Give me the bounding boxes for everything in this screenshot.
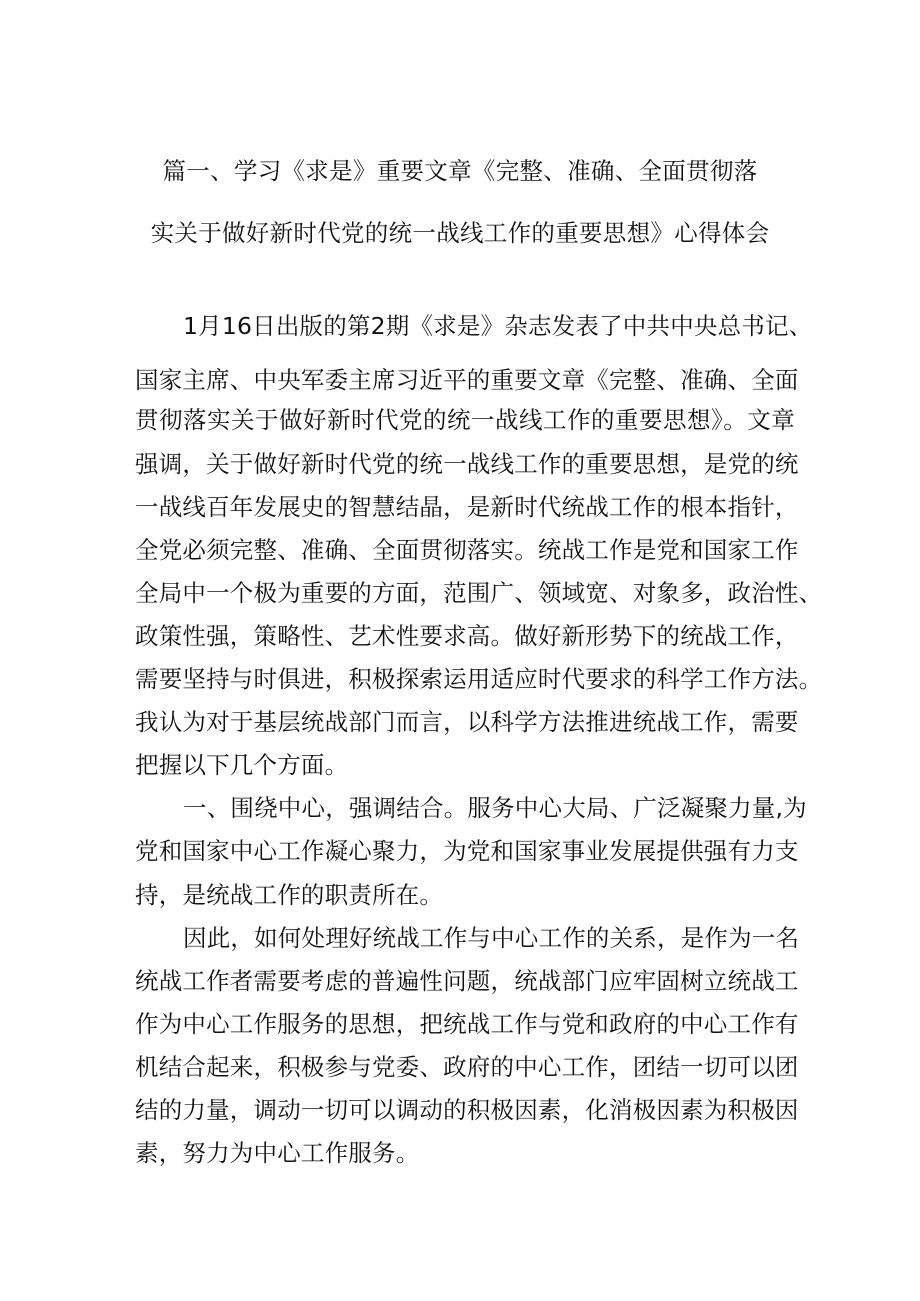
paragraph-2-line: 党和国家中心工作凝心聚力，为党和国家事业发展提供强有力支 (135, 837, 799, 865)
paragraph-3-line: 素，努力为中心工作服务。 (135, 1139, 420, 1167)
paragraph-1-line: 我认为对于基层统战部门而言，以科学方法推进统战工作，需要 (135, 708, 799, 736)
paragraph-1-line: 一战线百年发展史的智慧结晶，是新时代统战工作的根本指针， (135, 493, 799, 521)
paragraph-2-line: 一、围绕中心，强调结合。服务中心大局、广泛凝聚力量,为 (183, 794, 807, 822)
paragraph-3-line: 统战工作者需要考虑的普遍性问题，统战部门应牢固树立统战工 (135, 967, 799, 995)
paragraph-1-line: 贯彻落实关于做好新时代党的统一战线工作的重要思想》。文章 (135, 406, 795, 434)
paragraph-1-line: 需要坚持与时俱进，积极探索运用适应时代要求的科学工作方法。 (135, 665, 823, 693)
document-title-line-1: 篇一、学习《求是》重要文章《完整、准确、全面贯彻落 (162, 157, 758, 185)
document-title-line-2: 实关于做好新时代党的统一战线工作的重要思想》心得体会 (150, 219, 770, 247)
paragraph-1-line: 强调，关于做好新时代党的统一战线工作的重要思想，是党的统 (135, 450, 799, 478)
paragraph-3-line: 机结合起来，积极参与党委、政府的中心工作，团结一切可以团 (135, 1053, 799, 1081)
paragraph-1-line: 国家主席、中央军委主席习近平的重要文章《完整、准确、全面 (135, 366, 799, 394)
paragraph-3-line: 作为中心工作服务的思想，把统战工作与党和政府的中心工作有 (135, 1010, 799, 1038)
paragraph-1-line: 1月16日出版的第2期《求是》杂志发表了中共中央总书记、 (183, 312, 813, 340)
paragraph-3-line: 因此，如何处理好统战工作与中心工作的关系，是作为一名 (183, 924, 800, 952)
paragraph-2-line: 持，是统战工作的职责所在。 (135, 881, 444, 909)
paragraph-3-line: 结的力量，调动一切可以调动的积极因素，化消极因素为积极因 (135, 1096, 799, 1124)
paragraph-1-line: 把握以下几个方面。 (135, 751, 349, 779)
paragraph-1-line: 全局中一个极为重要的方面，范围广、领域宽、对象多，政治性、 (135, 579, 823, 607)
paragraph-1-line: 全党必须完整、准确、全面贯彻落实。统战工作是党和国家工作 (135, 536, 799, 564)
paragraph-1-line: 政策性强，策略性、艺术性要求高。做好新形势下的统战工作， (135, 622, 799, 650)
